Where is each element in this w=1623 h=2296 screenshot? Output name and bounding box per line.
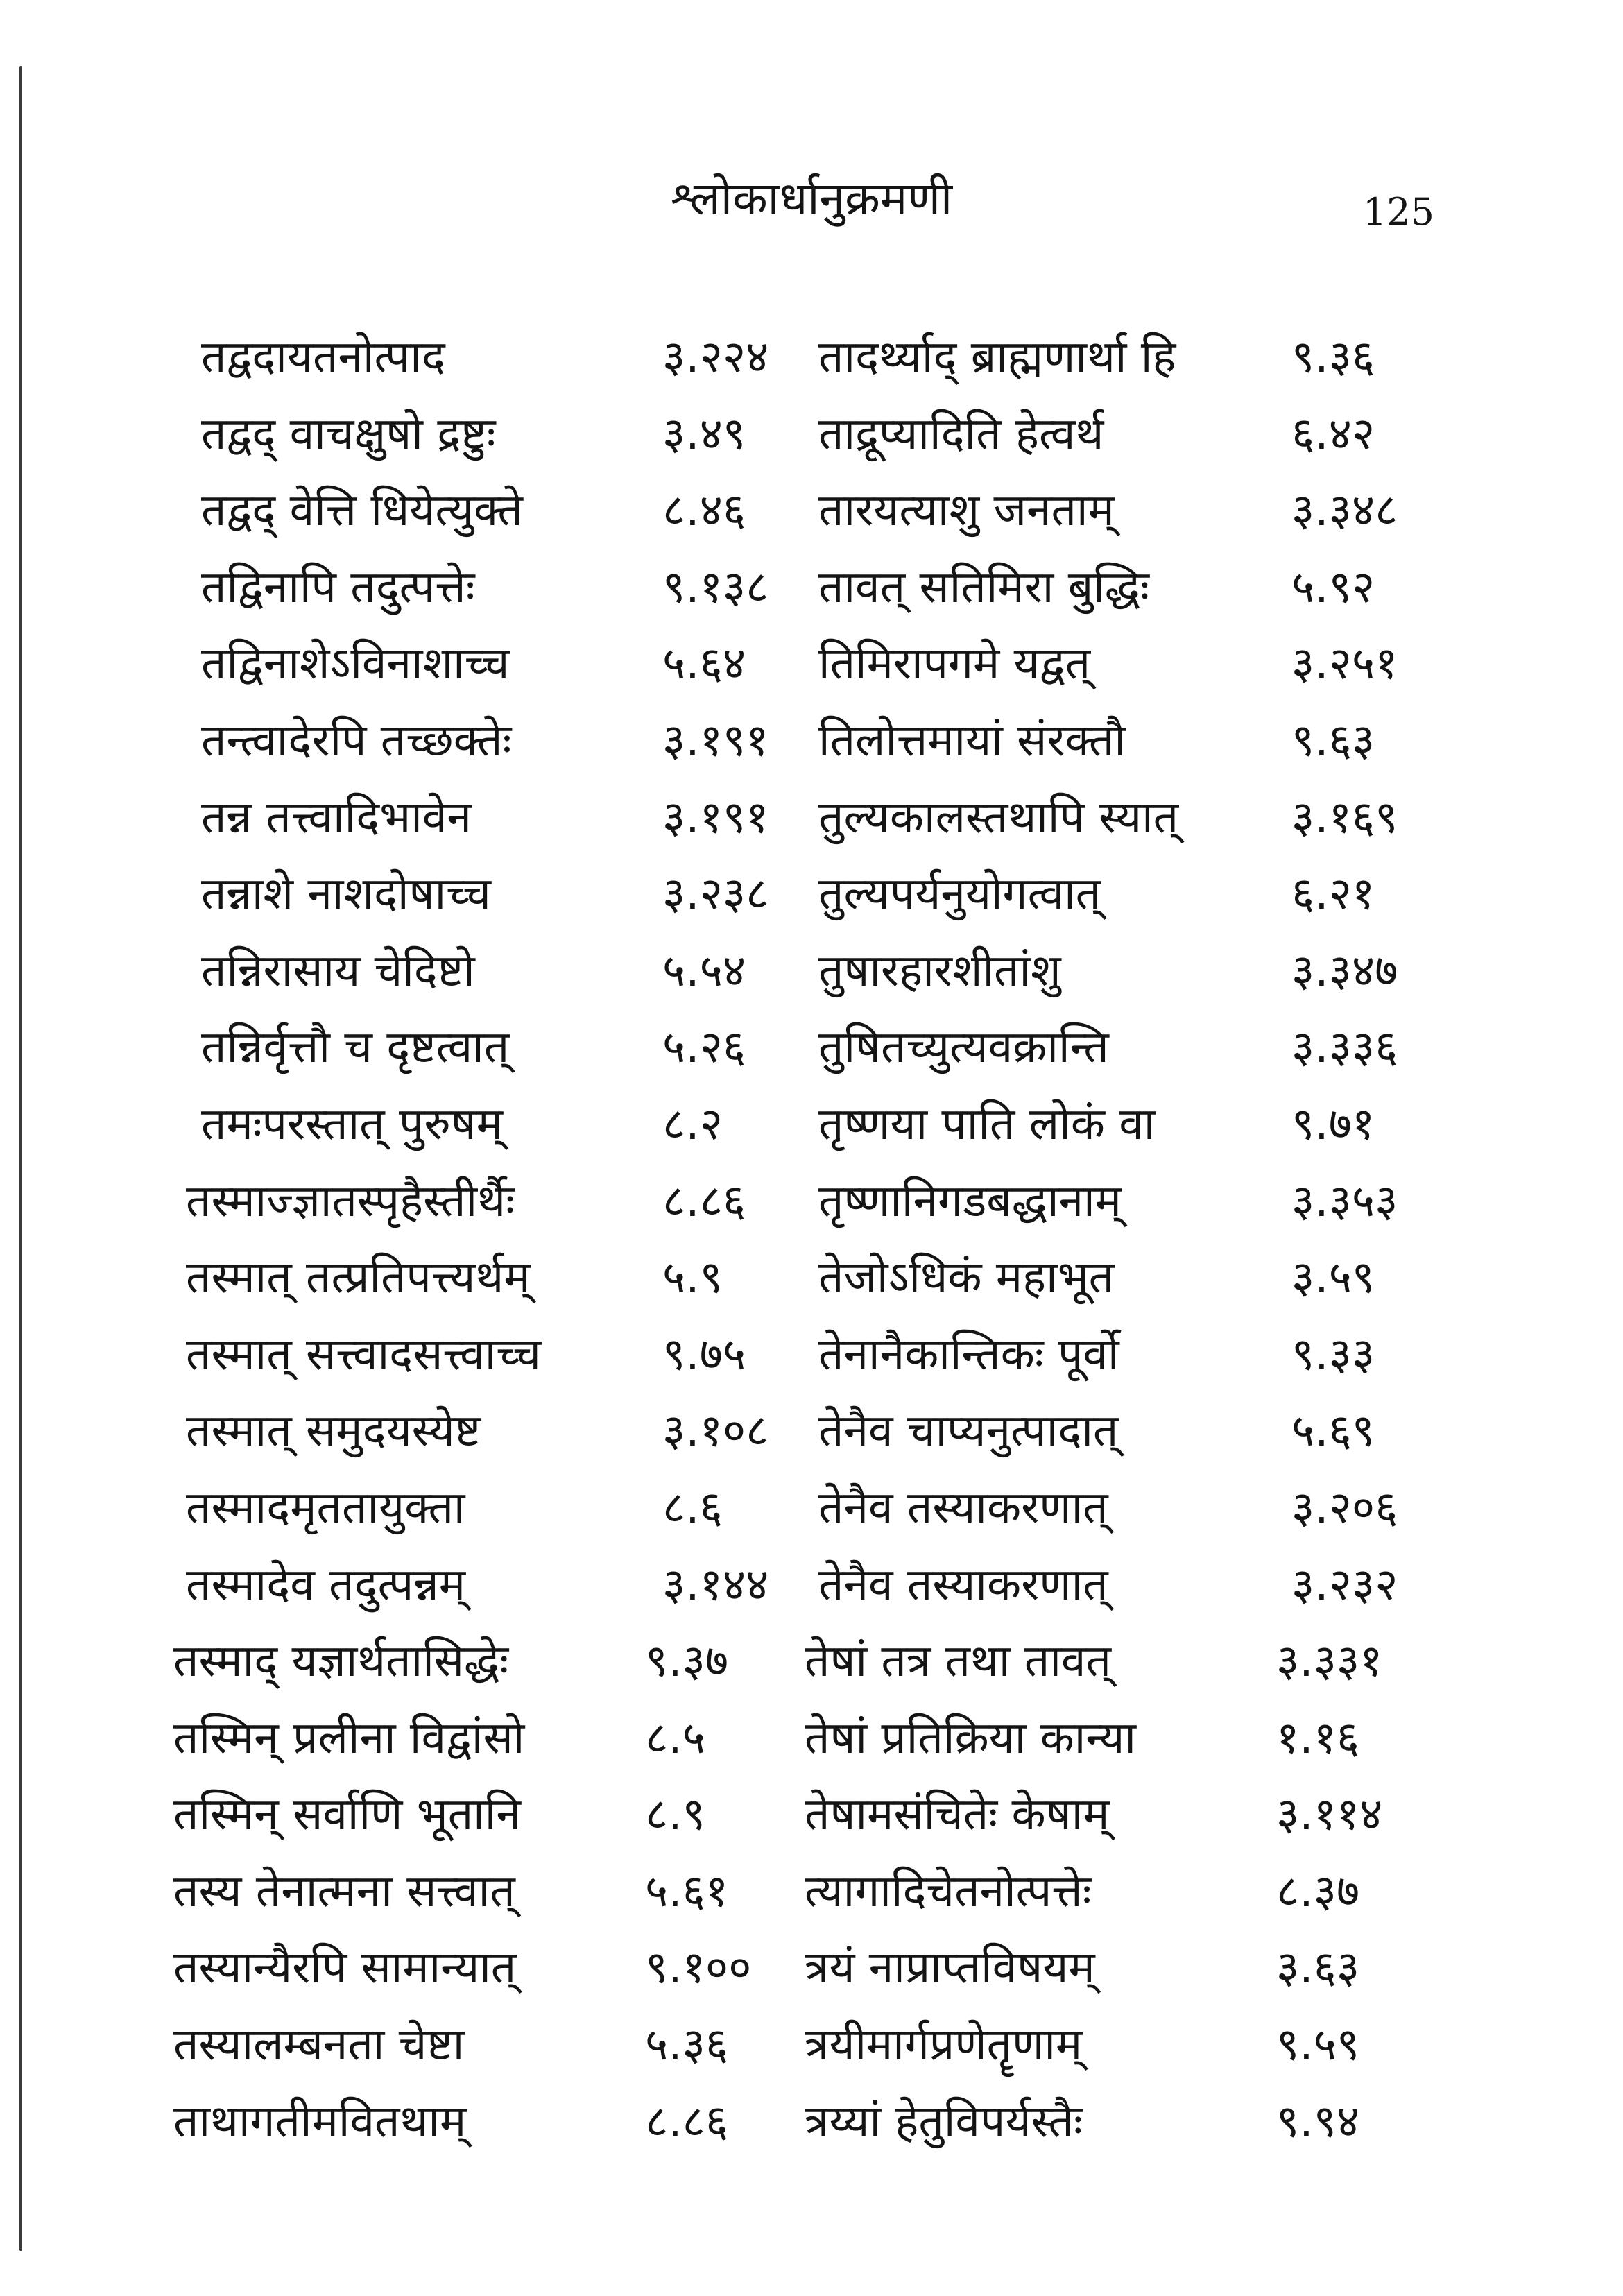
entry-right-text: तुल्यपर्यनुयोगत्वात्	[818, 868, 1101, 920]
entry-left-reference: ९.३७	[645, 1636, 729, 1688]
entry-right-text: तारयत्याशु जनताम्	[818, 485, 1115, 537]
index-row	[0, 1086, 1623, 1163]
entry-left-text: तन्त्वादेरपि तच्छक्तेः	[201, 714, 512, 766]
entry-left-reference: ९.१००	[645, 1942, 752, 1994]
entry-left-text: तद्वद् वेत्ति धियेत्युक्ते	[201, 485, 523, 537]
entry-right-text: तृष्णया पाति लोकं वा	[818, 1098, 1156, 1150]
entry-right-text: त्यागादिचेतनोत्पत्तेः	[805, 1865, 1092, 1917]
entry-right-text: तेनैव तस्याकरणात्	[818, 1482, 1108, 1534]
index-row	[0, 2007, 1623, 2084]
entry-left-text: तस्मिन् प्रलीना विद्वांसो	[173, 1712, 525, 1764]
entry-right-text: त्रय्यां हेतुविपर्यस्तैः	[805, 2096, 1083, 2148]
entry-left-reference: ८.२	[662, 1098, 723, 1150]
entry-left-reference: ८.८६	[645, 2096, 729, 2148]
index-row	[0, 1393, 1623, 1470]
index-row	[0, 780, 1623, 857]
index-row	[0, 933, 1623, 1010]
entry-left-text: ताथागतीमवितथाम्	[173, 2096, 467, 2148]
index-row	[0, 1240, 1623, 1317]
entry-left-text: तस्मात् सत्त्वादसत्त्वाच्च	[186, 1328, 542, 1380]
entry-left-text: तमःपरस्तात् पुरुषम्	[201, 1098, 503, 1150]
entry-left-text: तन्नाशे नाशदोषाच्च	[201, 868, 491, 920]
entry-right-reference: ९.५९	[1276, 2019, 1360, 2071]
entry-left-reference: ३.४९	[662, 408, 746, 460]
index-row	[0, 1853, 1623, 1930]
entry-left-reference: ५.६१	[645, 1865, 729, 1917]
index-row	[0, 1700, 1623, 1777]
entry-left-text: तस्मात् तत्प्रतिपत्त्यर्थम्	[186, 1252, 531, 1304]
index-row	[0, 1009, 1623, 1086]
entry-left-text: तस्माज्ज्ञातस्पृहैस्तीर्थैः	[186, 1175, 515, 1227]
index-row	[0, 703, 1623, 780]
index-row	[0, 396, 1623, 473]
entry-right-reference: ३.६३	[1276, 1942, 1360, 1994]
index-table	[0, 319, 1623, 2160]
entry-left-text: तन्निरासाय चेदिष्टो	[201, 945, 475, 997]
entry-left-text: तद्विनापि तदुत्पत्तेः	[201, 561, 475, 613]
entry-right-reference: ३.११४	[1276, 1789, 1383, 1841]
entry-right-reference: ६.२१	[1291, 868, 1375, 920]
entry-right-reference: ९.७१	[1291, 1098, 1375, 1150]
index-row	[0, 1317, 1623, 1394]
entry-right-reference: ३.२५१	[1291, 638, 1398, 690]
entry-right-reference: ३.२०६	[1291, 1482, 1398, 1534]
entry-right-text: ताद्रूप्यादिति हेत्वर्थ	[818, 408, 1104, 460]
entry-left-reference: ५.६४	[662, 638, 746, 690]
entry-right-text: त्रयीमार्गप्रणेतॄणाम्	[805, 2019, 1083, 2071]
entry-right-reference: ३.३४८	[1291, 485, 1398, 537]
entry-right-reference: ९.३३	[1291, 1328, 1375, 1380]
entry-left-reference: ३.२३८	[662, 868, 769, 920]
entry-right-text: तेषां तत्र तथा तावत्	[805, 1636, 1111, 1688]
entry-right-text: तेनैव चाप्यनुत्पादात्	[818, 1405, 1119, 1457]
entry-right-reference: ३.३३६	[1291, 1022, 1398, 1074]
index-row	[0, 1623, 1623, 1700]
entry-left-text: तस्मिन् सर्वाणि भूतानि	[173, 1789, 521, 1841]
index-row	[0, 2084, 1623, 2161]
entry-left-text: तस्माद् यज्ञार्थतासिद्धेः	[173, 1636, 509, 1688]
entry-right-reference: ५.९२	[1291, 561, 1375, 613]
entry-left-text: तस्मादमृततायुक्ता	[186, 1482, 465, 1534]
entry-right-reference: ८.३७	[1276, 1865, 1360, 1917]
index-row	[0, 1470, 1623, 1547]
entry-left-reference: ८.४६	[662, 485, 746, 537]
index-row	[0, 472, 1623, 549]
entry-left-reference: ९.१३८	[662, 561, 769, 613]
entry-right-text: त्रयं नाप्राप्तविषयम्	[805, 1942, 1095, 1994]
entry-left-text: तस्यालम्बनता चेष्टा	[173, 2019, 465, 2071]
entry-left-text: तद्विनाशेऽविनाशाच्च	[201, 638, 510, 690]
entry-left-reference: ३.१०८	[662, 1405, 769, 1457]
index-row	[0, 549, 1623, 626]
entry-left-reference: ५.५४	[662, 945, 746, 997]
entry-right-text: तेनानैकान्तिकः पूर्वो	[818, 1328, 1119, 1380]
entry-left-text: तन्निर्वृत्तौ च दृष्टत्वात्	[201, 1022, 510, 1074]
entry-right-text: तेजोऽधिकं महाभूत	[818, 1252, 1115, 1304]
entry-left-reference: ५.९	[662, 1252, 723, 1304]
entry-left-text: तद्वद् वाचक्षुषो द्रष्टुः	[201, 408, 496, 460]
entry-left-reference: ५.२६	[662, 1022, 746, 1074]
index-row	[0, 626, 1623, 703]
entry-left-reference: ८.५	[645, 1712, 705, 1764]
entry-left-reference: ८.६	[662, 1482, 723, 1534]
entry-right-text: तेनैव तस्याकरणात्	[818, 1559, 1108, 1611]
index-row	[0, 1776, 1623, 1853]
entry-left-reference: ३.२२४	[662, 332, 769, 383]
entry-right-text: तादर्थ्याद् ब्राह्मणार्था हि	[818, 332, 1176, 383]
entry-left-reference: ८.८६	[662, 1175, 746, 1227]
entry-right-reference: ३.१६९	[1291, 791, 1398, 843]
index-row	[0, 1163, 1623, 1240]
index-row	[0, 856, 1623, 933]
entry-left-text: तस्मात् समुदयस्येष्ट	[186, 1405, 481, 1457]
entry-right-reference: ६.४२	[1291, 408, 1375, 460]
entry-right-reference: ९.९४	[1276, 2096, 1360, 2148]
entry-right-text: तुषितच्युत्यवक्रान्ति	[818, 1022, 1109, 1074]
entry-left-text: तद्वदायतनोत्पाद	[201, 332, 445, 383]
entry-right-reference: १.१६	[1276, 1712, 1360, 1764]
entry-right-text: तुषारहारशीतांशु	[818, 945, 1061, 997]
entry-right-text: तेषामसंचितेः केषाम्	[805, 1789, 1110, 1841]
entry-right-reference: ३.२३२	[1291, 1559, 1398, 1611]
entry-left-text: तस्यान्यैरपि सामान्यात्	[173, 1942, 517, 1994]
entry-right-text: तृष्णानिगडबद्धानाम्	[818, 1175, 1122, 1227]
entry-left-reference: ३.१४४	[662, 1559, 769, 1611]
entry-right-reference: ९.३६	[1291, 332, 1375, 383]
index-row	[0, 1930, 1623, 2007]
index-row	[0, 1547, 1623, 1624]
entry-left-text: तस्मादेव तदुत्पन्नम्	[186, 1559, 466, 1611]
entry-left-reference: ८.९	[645, 1789, 705, 1841]
entry-left-reference: ३.१९१	[662, 714, 769, 766]
entry-right-reference: ३.३४७	[1291, 945, 1398, 997]
entry-right-reference: ९.६३	[1291, 714, 1375, 766]
entry-right-text: तावत् सतिमिरा बुद्धिः	[818, 561, 1149, 613]
entry-left-reference: ५.३६	[645, 2019, 729, 2071]
entry-right-text: तिलोत्तमायां संरक्तौ	[818, 714, 1126, 766]
entry-left-reference: ९.७५	[662, 1328, 746, 1380]
entry-right-text: तुल्यकालस्तथापि स्यात्	[818, 791, 1179, 843]
entry-left-text: तस्य तेनात्मना सत्त्वात्	[173, 1865, 515, 1917]
entry-right-reference: ५.६९	[1291, 1405, 1375, 1457]
entry-right-reference: ३.३५३	[1291, 1175, 1398, 1227]
page-title: श्लोकार्धानुक्रमणी	[670, 172, 953, 225]
entry-right-reference: ३.५९	[1291, 1252, 1375, 1304]
index-row	[0, 319, 1623, 396]
entry-right-text: तेषां प्रतिक्रिया कान्या	[805, 1712, 1136, 1764]
entry-right-reference: ३.३३१	[1276, 1636, 1383, 1688]
entry-left-reference: ३.१९१	[662, 791, 769, 843]
entry-left-text: तन्न तत्त्वादिभावेन	[201, 791, 472, 843]
entry-right-text: तिमिरापगमे यद्वत्	[818, 638, 1091, 690]
page-number: 125	[1362, 190, 1434, 234]
